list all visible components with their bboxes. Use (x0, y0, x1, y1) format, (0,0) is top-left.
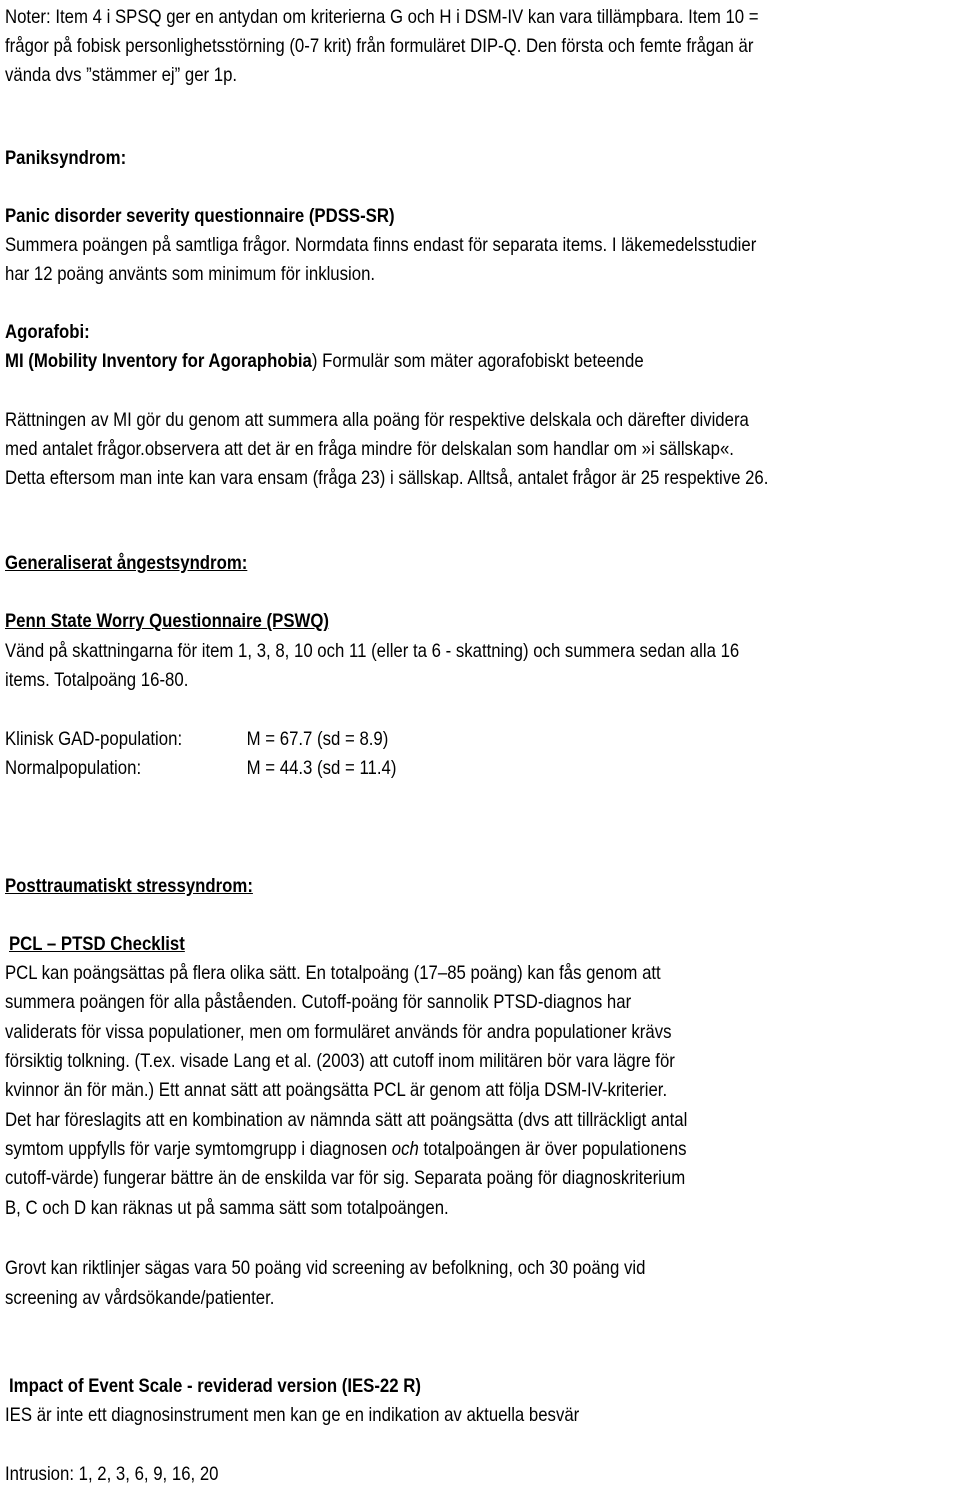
ptsd-text-line-4: försiktig tolkning. (T.ex. visade Lang et al. (2003) att cutoff inom militären bör vara lägre för (5, 1050, 675, 1072)
gad-norm-label: Klinisk GAD-population: (5, 728, 183, 750)
ptsd-text-line-7-italic: och (391, 1138, 419, 1160)
ptsd-instrument: PCL – PTSD Checklist (9, 933, 185, 955)
agora-text-line-1: Rättningen av MI gör du genom att summera alla poäng för respektive delskala och därefter dividera (5, 409, 749, 431)
ptsd-text-line-5: kvinnor än för män.) Ett annat sätt att poängsätta PCL är genom att följa DSM-IV-kriterier. (5, 1079, 668, 1101)
agora-instrument (5, 349, 644, 373)
gad-norm-label: Normalpopulation: (5, 757, 142, 779)
ptsd-text-line-7-after: totalpoängen är över populationens (418, 1138, 687, 1160)
ptsd-guideline-line-1: Grovt kan riktlinjer sägas vara 50 poäng vid screening av befolkning, och 30 poäng vid (5, 1257, 646, 1279)
agora-instrument-name: MI (Mobility Inventory for Agoraphobia (5, 350, 312, 372)
ies-instrument: Impact of Event Scale - reviderad version (IES-22 R) (9, 1375, 421, 1397)
ptsd-text-line-9: B, C och D kan räknas ut på samma sätt som totalpoängen. (5, 1197, 449, 1219)
ies-text: IES är inte ett diagnosinstrument men kan ge en indikation av aktuella besvär (5, 1404, 580, 1426)
panic-instrument: Panic disorder severity questionnaire (PDSS-SR) (5, 205, 395, 227)
agora-text-line-2: med antalet frågor.observera att det är en fråga mindre för delskalan som handlar om »i sällskap«. (5, 438, 734, 460)
panic-text-line-2: har 12 poäng använts som minimum för inklusion. (5, 263, 376, 285)
ptsd-text-line-2: summera poängen för alla påståenden. Cutoff-poäng för sannolik PTSD-diagnos har (5, 991, 632, 1013)
ptsd-text-line-8: cutoff-värde) fungerar bättre än de enskilda var för sig. Separata poäng för diagnoskriterium (5, 1167, 686, 1189)
ptsd-text-line-3: validerats för vissa populationer, men om formuläret används för andra populationer krävs (5, 1021, 672, 1043)
ptsd-text-line-6: Det har föreslagits att en kombination av nämnda sätt att poängsätta (dvs att tillräckligt antal (5, 1109, 688, 1131)
agora-heading: Agorafobi: (5, 321, 90, 343)
ptsd-heading: Posttraumatiskt stressyndrom: (5, 875, 253, 897)
gad-norm-row-normal (5, 756, 397, 780)
gad-text-line-2: items. Totalpoäng 16-80. (5, 669, 189, 691)
gad-norm-value: M = 44.3 (sd = 11.4) (246, 757, 397, 779)
gad-text-line-1: Vänd på skattningarna för item 1, 3, 8, 10 och 11 (eller ta 6 - skattning) och summera sedan alla 16 (5, 640, 740, 662)
ptsd-text-line-1: PCL kan poängsättas på flera olika sätt. En totalpoäng (17–85 poäng) kan fås genom att (5, 962, 661, 984)
gad-instrument: Penn State Worry Questionnaire (PSWQ) (5, 610, 329, 632)
note-line-3: vända dvs ”stämmer ej” ger 1p. (5, 64, 238, 86)
gad-norm-value: M = 67.7 (sd = 8.9) (246, 728, 389, 750)
gad-heading: Generaliserat ångestsyndrom: (5, 552, 248, 574)
gad-norm-row-clinical (5, 727, 389, 751)
agora-instrument-desc: ) Formulär som mäter agorafobiskt beteende (311, 350, 644, 372)
ies-intrusion: Intrusion: 1, 2, 3, 6, 9, 16, 20 (5, 1463, 219, 1485)
ptsd-text-line-7 (5, 1137, 686, 1161)
ptsd-guideline-line-2: screening av vårdsökande/patienter. (5, 1287, 275, 1309)
ptsd-text-line-7-before: symtom uppfylls för varje symtomgrupp i diagnosen (5, 1138, 392, 1160)
note-line-1: Noter: Item 4 i SPSQ ger en antydan om kriterierna G och H i DSM-IV kan vara tillämpbara. Item 10 = (5, 6, 759, 28)
agora-text-line-3: Detta eftersom man inte kan vara ensam (fråga 23) i sällskap. Alltså, antalet frågor är 25 respektive 26. (5, 467, 769, 489)
panic-heading: Paniksyndrom: (5, 147, 127, 169)
note-line-2: frågor på fobisk personlighetsstörning (0-7 krit) från formuläret DIP-Q. Den första och femte frågan är (5, 35, 754, 57)
panic-text-line-1: Summera poängen på samtliga frågor. Normdata finns endast för separata items. I läkemedelsstudier (5, 234, 757, 256)
